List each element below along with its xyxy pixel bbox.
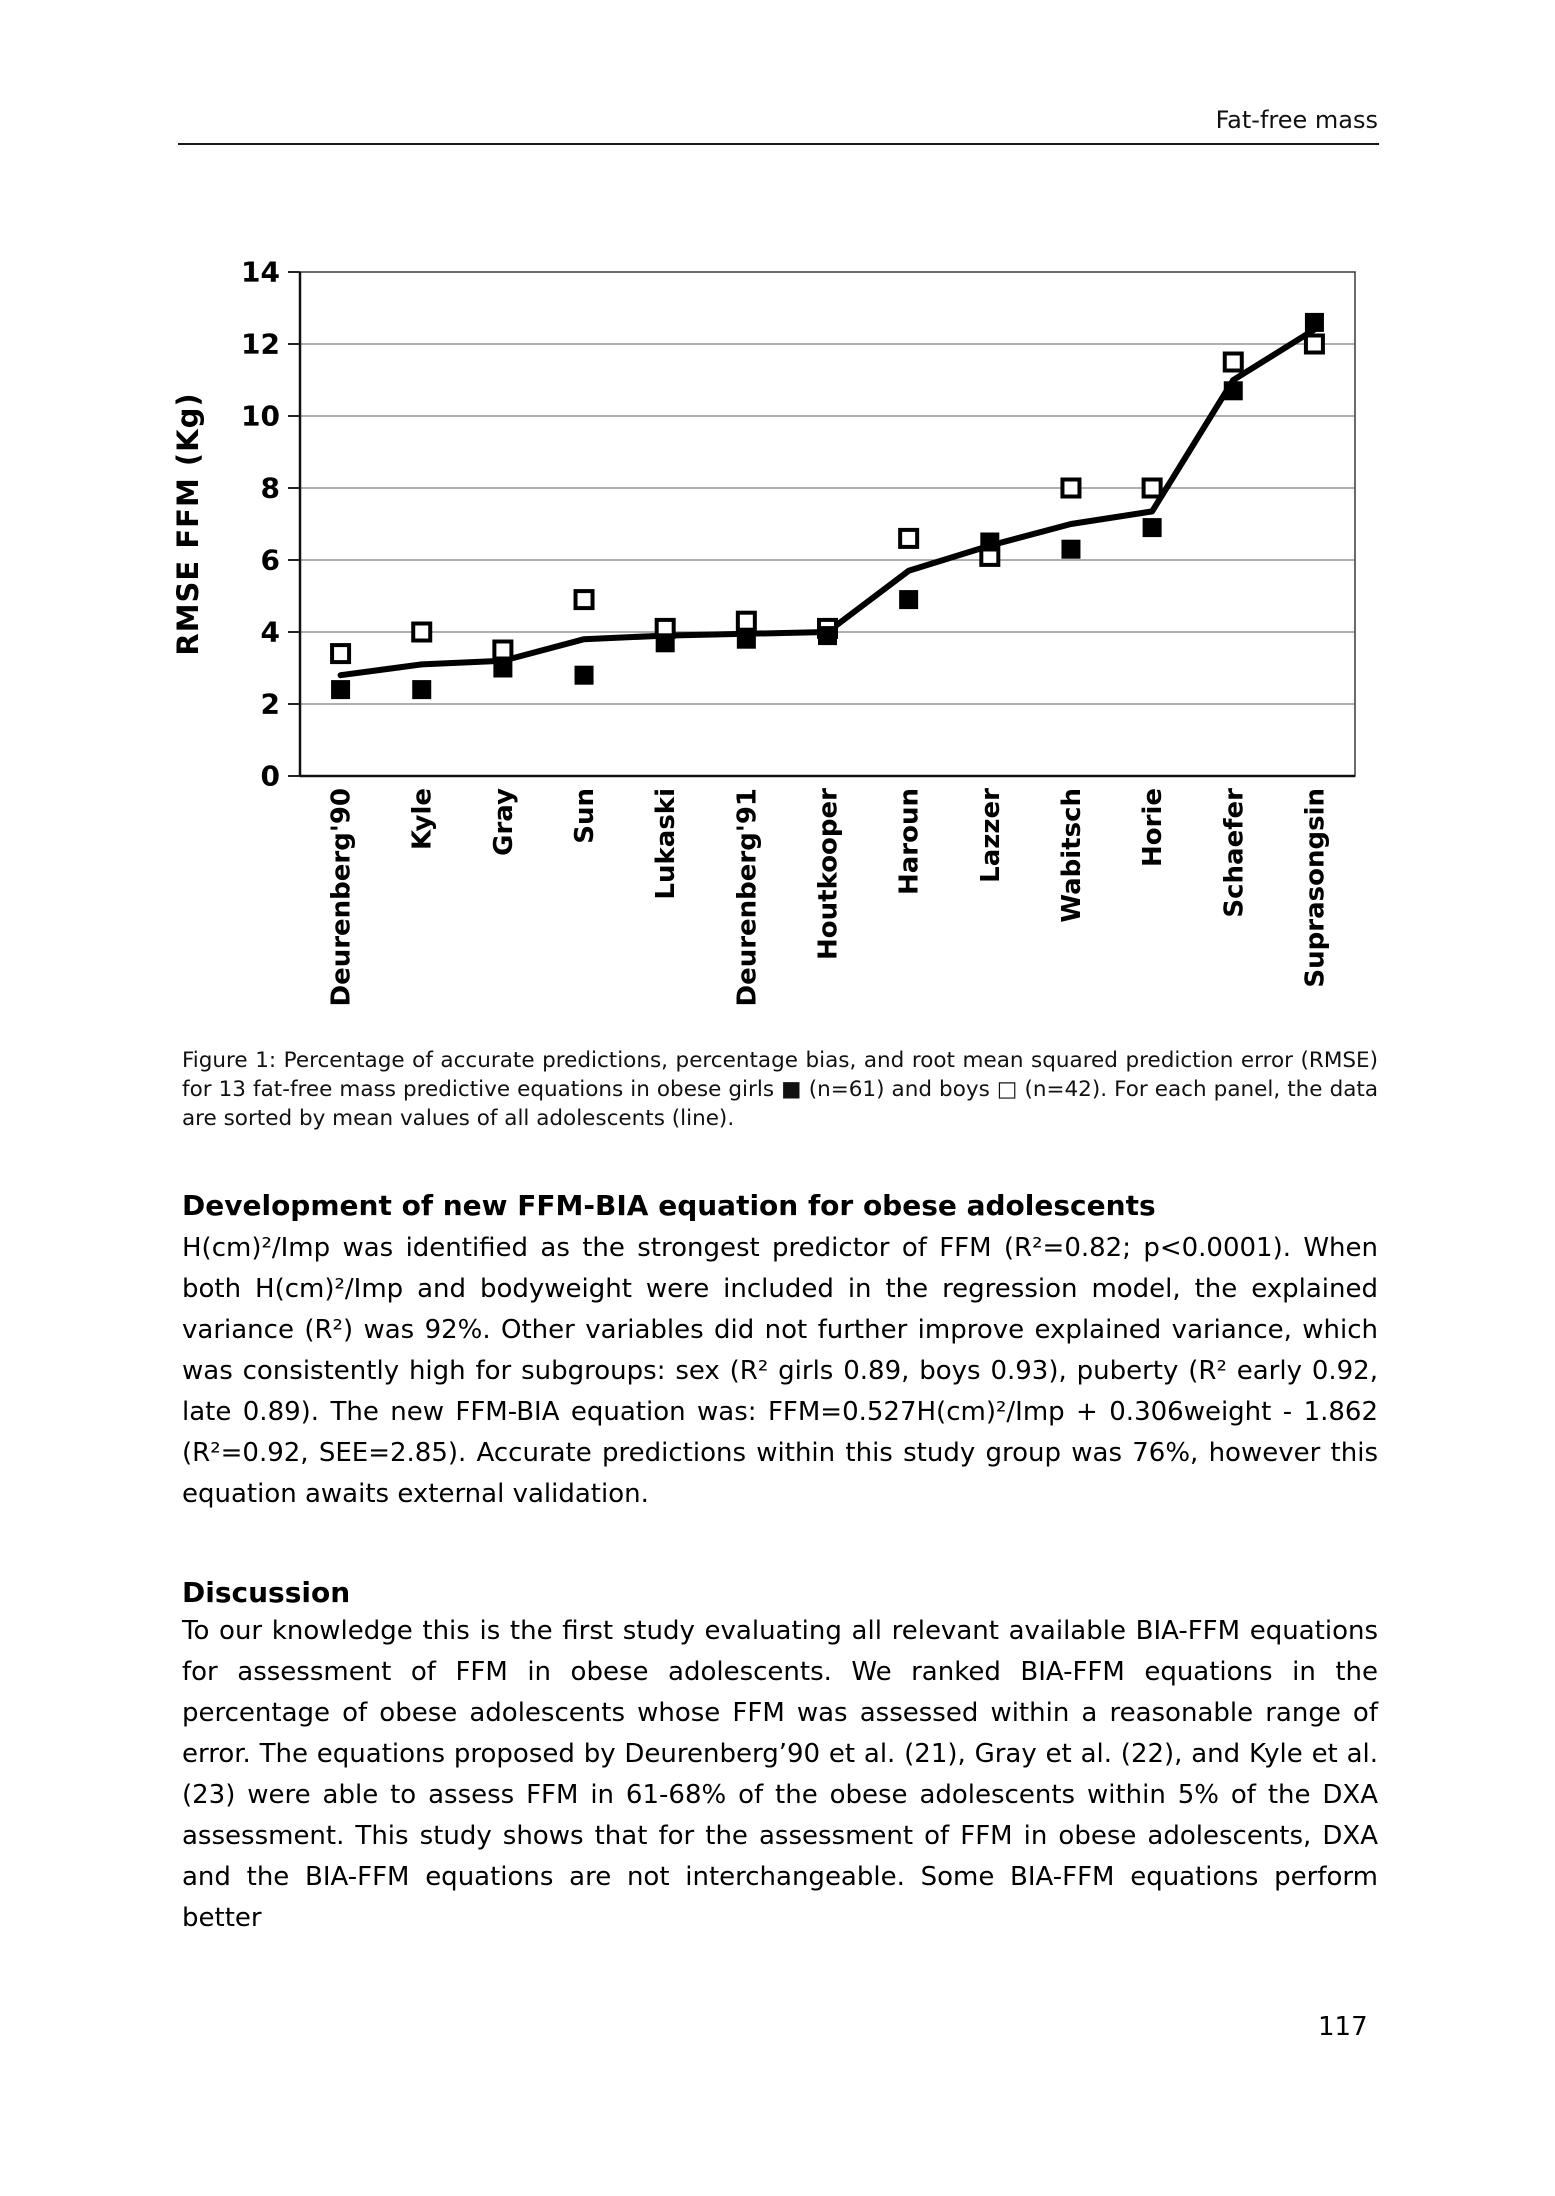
y-tick-label: 4	[260, 615, 280, 649]
filled-square-marker	[980, 533, 999, 552]
open-square-marker	[900, 530, 917, 547]
x-category-label: Suprasongsin	[1300, 788, 1331, 988]
figure-caption: Figure 1: Percentage of accurate predictions, percentage bias, and root mean squared prediction error (RMSE) for 13 fat-free mass predictive equations in obese girls ■ (n=61) and boys □ (n=42). For each panel, the data are sorted by mean values of all adolescents (line).	[182, 1048, 1378, 1131]
y-tick-label: 14	[241, 255, 280, 289]
section-body-development: H(cm)²/Imp was identified as the strongest predictor of FFM (R²=0.82; p<0.0001). When both H(cm)²/Imp and bodyweight were included in the regression model, the explained variance (R²) was 92%. Other variables did not further improve explained variance, which was consistently high for subgroups: sex (R² girls 0.89, boys 0.93), puberty (R² early 0.92, late 0.89). The new FFM-BIA equation was: FFM=0.527H(cm)²/Imp + 0.306weight - 1.862 (R²=0.92, SEE=2.85). Accurate predictions within this study group was 76%, however this equation awaits external validation.	[182, 1233, 1378, 1509]
x-category-label: Sun	[570, 788, 601, 844]
filled-square-marker	[493, 659, 512, 678]
x-category-label: Horie	[1138, 788, 1169, 867]
filled-square-marker	[412, 680, 431, 699]
x-category-label: Lazzer	[975, 788, 1006, 883]
page-number: 117	[1318, 2012, 1368, 2042]
open-square-marker	[332, 645, 349, 662]
x-category-label: Gray	[488, 788, 519, 856]
y-axis	[241, 256, 300, 793]
filled-square-marker	[331, 680, 350, 699]
x-category-label: Deurenberg'91	[732, 788, 763, 1007]
x-category-label: Schaefer	[1219, 788, 1250, 918]
filled-square-marker	[656, 633, 675, 652]
girls-series-markers	[331, 313, 1324, 699]
filled-square-marker	[737, 630, 756, 649]
y-tick-label: 8	[260, 471, 280, 505]
open-square-marker	[494, 642, 511, 659]
y-tick-label: 6	[260, 543, 280, 577]
gridlines	[300, 344, 1355, 704]
y-tick-label: 12	[241, 327, 280, 361]
section-heading-development: Development of new FFM-BIA equation for obese adolescents	[182, 1189, 1156, 1222]
open-square-marker	[1062, 480, 1079, 497]
figure-chart	[140, 230, 1400, 1040]
filled-square-marker	[1061, 540, 1080, 559]
section-heading-discussion: Discussion	[182, 1576, 351, 1609]
plot-border	[300, 272, 1355, 776]
open-square-marker	[1225, 354, 1242, 371]
open-square-marker	[1144, 480, 1161, 497]
rmse-ffm-plot	[140, 230, 1400, 1040]
boys-series-markers	[332, 336, 1323, 663]
section-body-discussion: To our knowledge this is the first study evaluating all relevant available BIA-FFM equations for assessment of FFM in obese adolescents. We ranked BIA-FFM equations in the percentage of obese adolescents whose FFM was assessed within a reasonable range of error. The equations proposed by Deurenberg’90 et al. (21), Gray et al. (22), and Kyle et al. (23) were able to assess FFM in 61-68% of the obese adolescents within 5% of the DXA assessment. This study shows that for the assessment of FFM in obese adolescents, DXA and the BIA-FFM equations are not interchangeable. Some BIA-FFM equations perform better	[182, 1616, 1378, 1933]
y-axis-title: RMSE FFM (Kg)	[171, 392, 205, 656]
open-square-marker	[738, 613, 755, 630]
open-square-marker	[1306, 336, 1323, 353]
x-axis-labels	[327, 788, 1331, 1007]
x-category-label: Deurenberg'90	[326, 788, 357, 1007]
filled-square-marker	[1143, 518, 1162, 537]
filled-square-marker	[575, 666, 594, 685]
running-header: Fat-free mass	[1215, 106, 1378, 134]
filled-square-marker	[1305, 313, 1324, 332]
x-category-label: Haroun	[894, 788, 925, 896]
x-category-label: Houtkooper	[813, 788, 844, 960]
open-square-marker	[413, 624, 430, 641]
x-category-label: Wabitsch	[1056, 788, 1087, 923]
open-square-marker	[576, 591, 593, 608]
x-category-label: Lukaski	[651, 788, 682, 900]
header-rule	[178, 143, 1379, 145]
y-tick-label: 2	[260, 687, 280, 721]
y-tick-label: 10	[241, 399, 280, 433]
filled-square-marker	[899, 590, 918, 609]
filled-square-marker	[818, 626, 837, 645]
filled-square-marker	[1224, 381, 1243, 400]
x-category-label: Kyle	[407, 788, 438, 850]
y-tick-label: 0	[260, 759, 280, 793]
